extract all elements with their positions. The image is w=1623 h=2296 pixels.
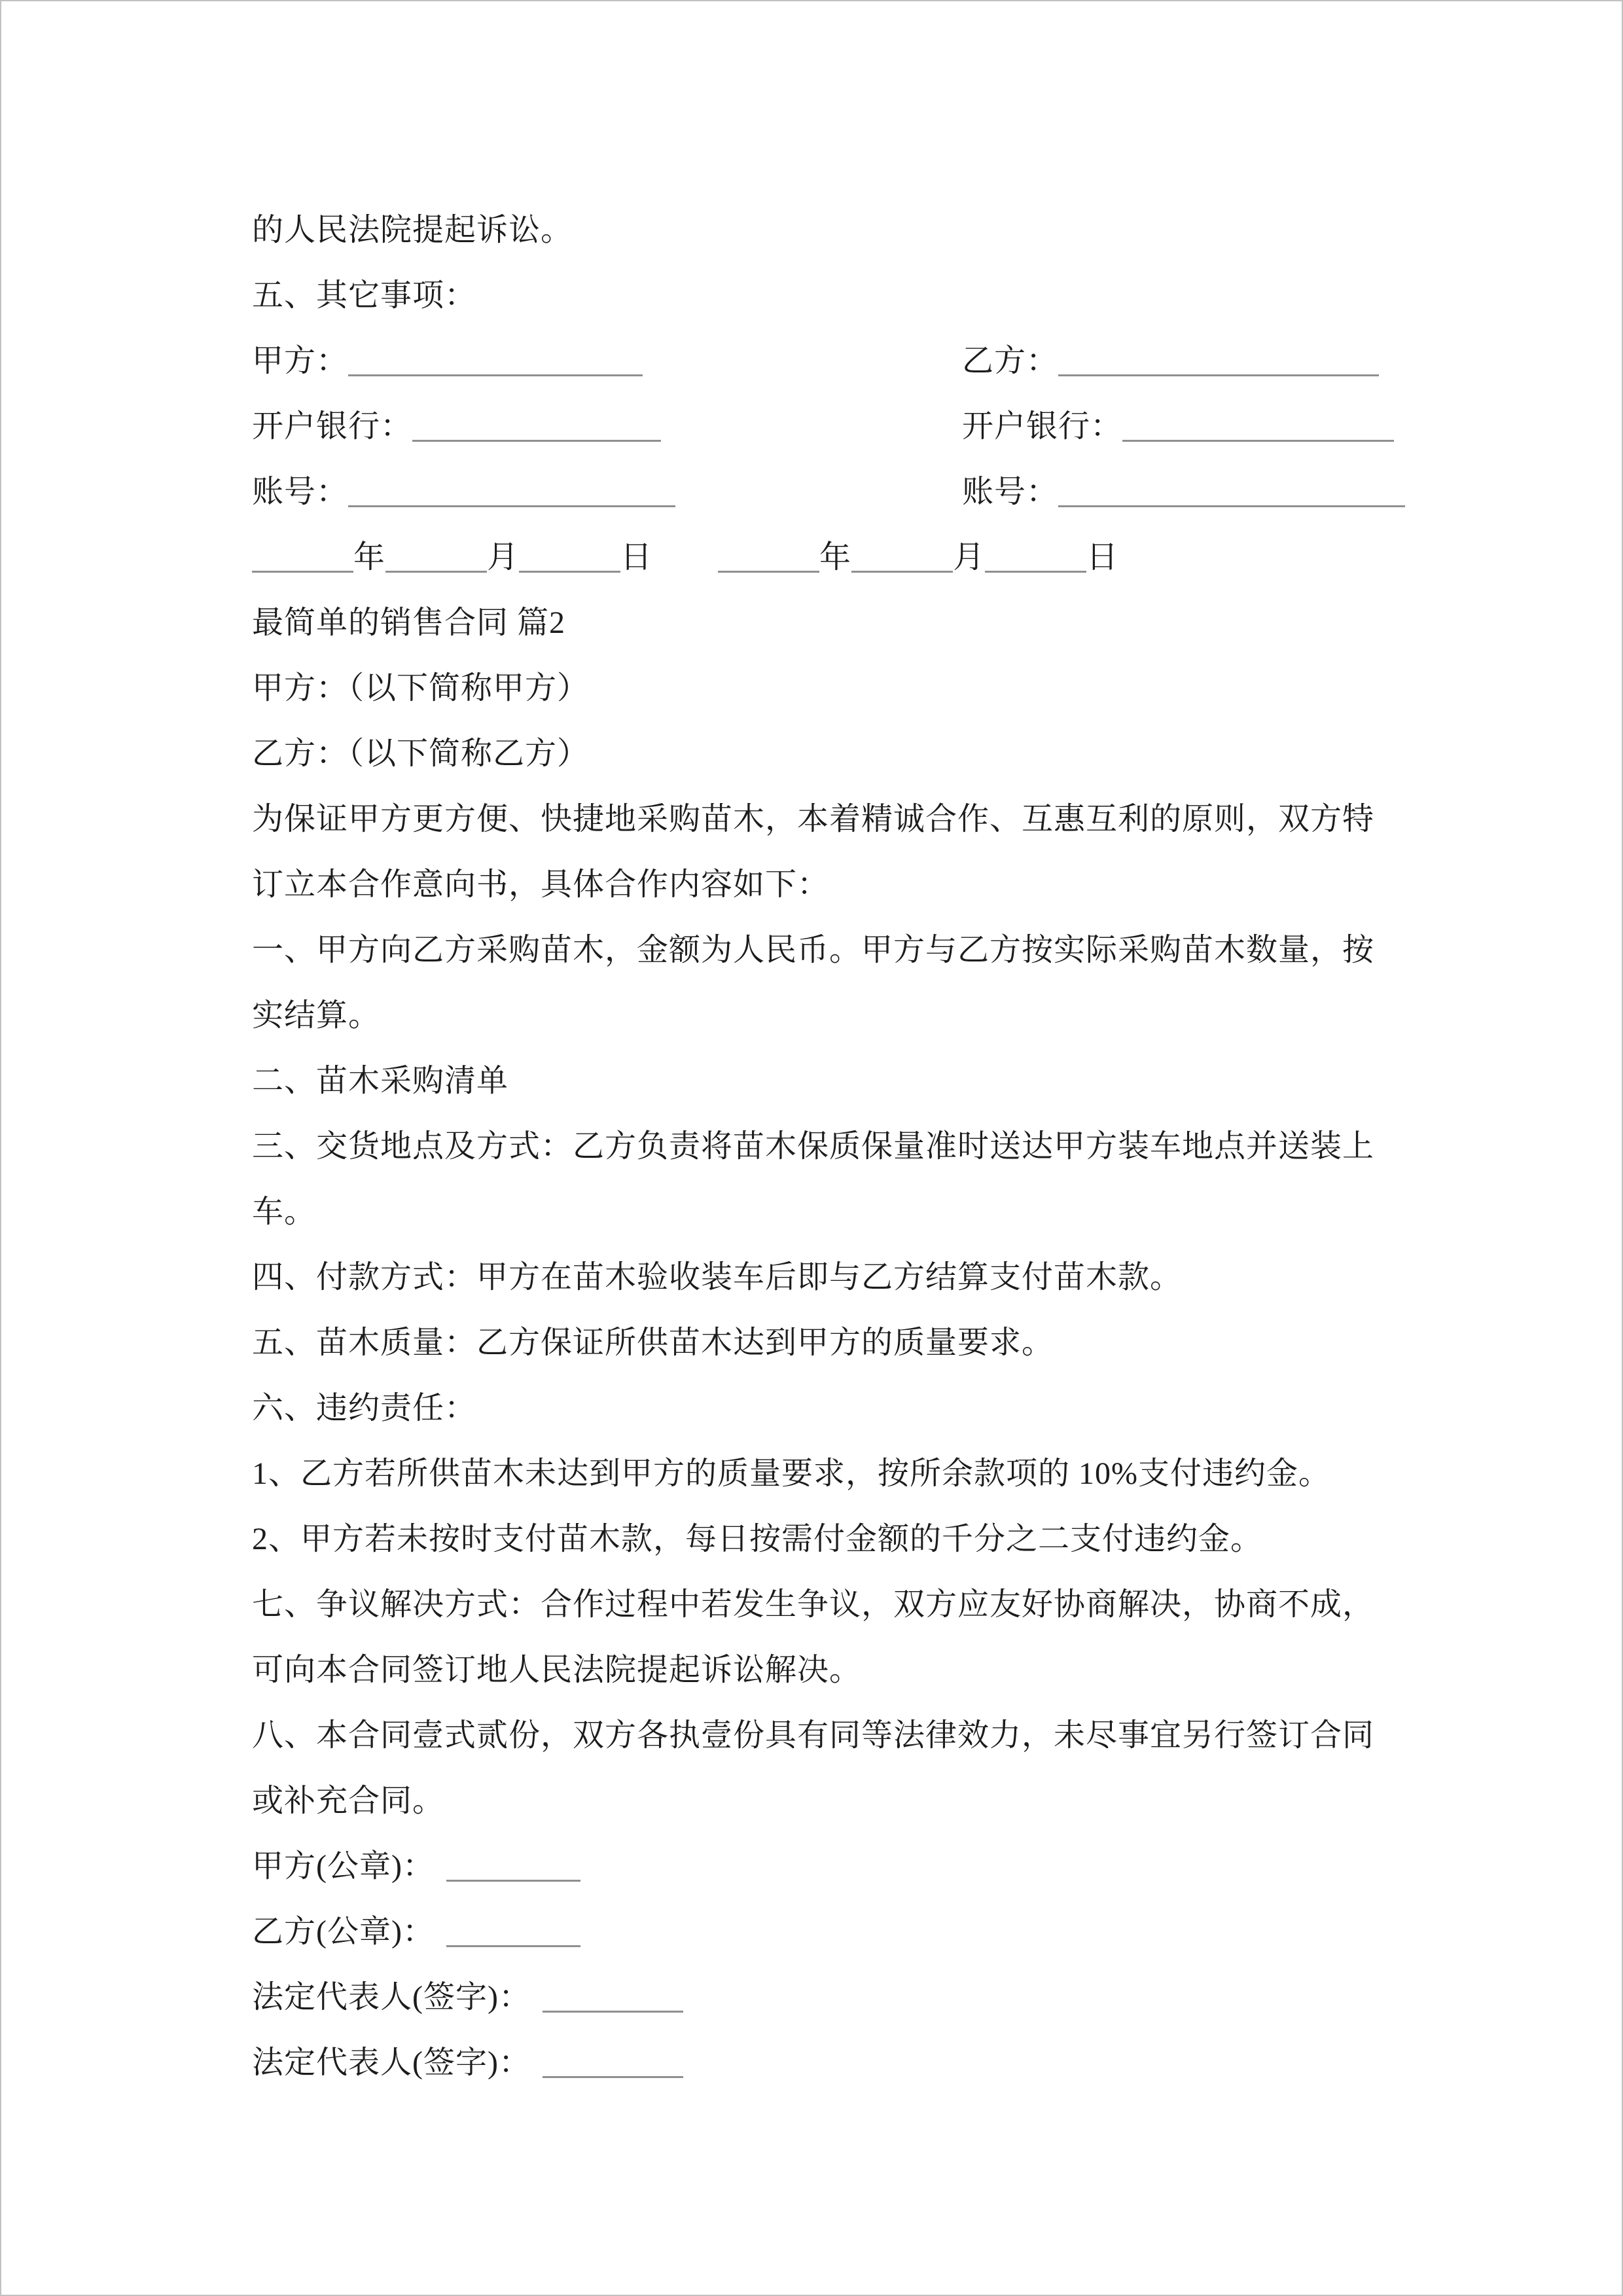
paragraph-line: 为保证甲方更方便、快捷地采购苗木，本着精诚合作、互惠互利的原则，双方特 [252,802,1375,836]
blank-fill-line [348,368,643,376]
date-unit-label: 月 [487,540,520,575]
form-field [252,329,962,394]
blank-fill-line [543,2004,683,2013]
form-field-row [252,394,1391,459]
field-label: 开户银行： [252,409,413,444]
paragraph-line: 可向本合同签订地人民法院提起诉讼解决。 [252,1653,862,1687]
paragraph-line: 车。 [252,1194,317,1229]
form-field-row [252,459,1391,525]
date-row [252,525,1391,590]
field-label: 账号： [962,475,1059,509]
paragraph-line: 六、违约责任： [252,1391,477,1426]
paragraph-line: 的人民法院提起诉讼。 [252,213,573,247]
blank-fill-line [412,433,661,442]
signature-label: 乙方(公章)： [252,1914,435,1949]
signature-row [252,1965,1391,2030]
signature-label: 甲方(公章)： [252,1849,435,1884]
blank-fill-line [718,564,819,573]
paragraph-line: 二、苗木采购清单 [252,1064,509,1098]
signature-row [252,2030,1391,2096]
blank-fill-line [348,499,675,507]
field-label: 开户银行： [962,409,1123,444]
blank-fill-line [446,1939,580,1947]
signature-row [252,1834,1391,1899]
blank-fill-line [252,564,353,573]
paragraph-line: 甲方：（以下简称甲方） [252,671,590,706]
field-label: 乙方： [962,344,1059,378]
paragraph-line: 一、甲方向乙方采购苗木，金额为人民币。甲方与乙方按实际采购苗木数量，按 [252,933,1375,967]
date-unit-label: 日 [620,540,653,575]
paragraph-line: 三、交货地点及方式：乙方负责将苗木保质保量准时送达甲方装车地点并送装上 [252,1129,1375,1164]
signature-label: 法定代表人(签字)： [252,1980,531,2015]
blank-fill-line [985,564,1086,573]
date-group [252,525,652,590]
paragraph-line: 四、付款方式：甲方在苗木验收装车后即与乙方结算支付苗木款。 [252,1260,1183,1295]
form-field-row [252,329,1391,394]
form-field [962,329,1379,394]
paragraph-line: 五、苗木质量：乙方保证所供苗木达到甲方的质量要求。 [252,1325,1054,1360]
date-unit-label: 月 [953,540,986,575]
form-field [252,459,962,525]
paragraph-line: 乙方：（以下简称乙方） [252,736,590,771]
paragraph-line: 1、乙方若所供苗木未达到甲方的质量要求，按所余款项的 10%支付违约金。 [252,1456,1330,1491]
paragraph-line: 实结算。 [252,998,381,1033]
date-unit-label: 年 [353,540,386,575]
blank-fill-line [1058,368,1379,376]
field-label: 账号： [252,475,349,509]
form-field [962,459,1405,525]
form-field [252,394,962,459]
document-content [252,198,1391,2096]
date-unit-label: 日 [1086,540,1119,575]
paragraph-line: 2、甲方若未按时支付苗木款，每日按需付金额的千分之二支付违约金。 [252,1522,1263,1556]
date-unit-label: 年 [819,540,852,575]
paragraph-line: 七、争议解决方式：合作过程中若发生争议，双方应友好协商解决，协商不成， [252,1587,1375,1622]
field-label: 甲方： [252,344,349,378]
signature-row [252,1899,1391,1965]
blank-fill-line [1058,499,1405,507]
blank-fill-line [385,564,487,573]
date-group [718,525,1118,590]
blank-fill-line [1122,433,1394,442]
paragraph-line: 订立本合作意向书，具体合作内容如下： [252,867,830,902]
blank-fill-line [446,1873,580,1882]
form-field [962,394,1394,459]
blank-fill-line [519,564,620,573]
blank-fill-line [543,2070,683,2078]
paragraph-line: 五、其它事项： [252,278,477,313]
paragraph-line: 八、本合同壹式贰份，双方各执壹份具有同等法律效力，未尽事宜另行签订合同 [252,1718,1375,1753]
paragraph-line: 或补充合同。 [252,1784,445,1818]
paragraph-line: 最简单的销售合同 篇2 [252,605,566,640]
signature-label: 法定代表人(签字)： [252,2045,531,2080]
blank-fill-line [851,564,953,573]
